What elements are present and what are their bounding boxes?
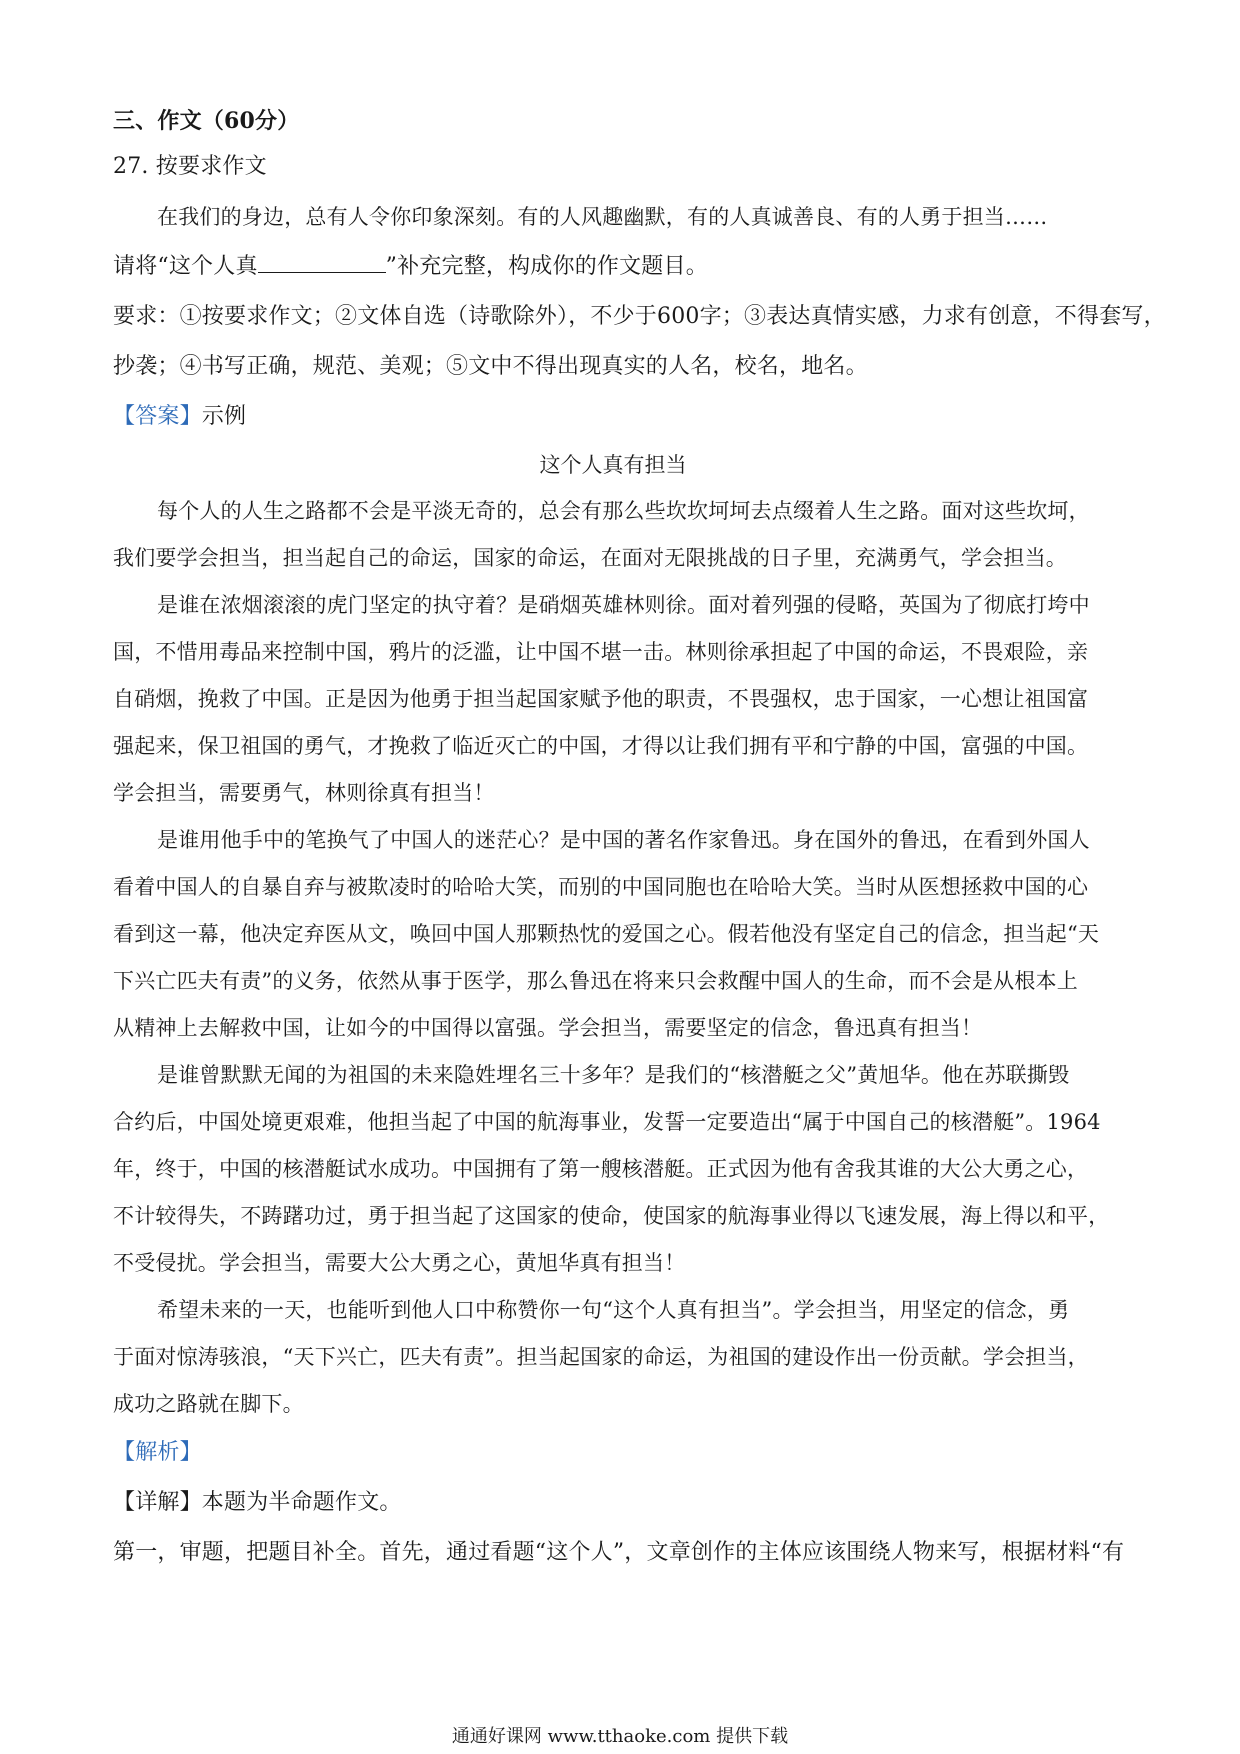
- answer-label-suffix: 示例: [201, 404, 247, 429]
- section-heading: 三、作文（60分）: [113, 108, 300, 134]
- essay-line: 学会担当，需要勇气，林则徐真有担当！: [113, 781, 495, 805]
- essay-line: 是谁用他手中的笔换气了中国人的迷茫心？是中国的著名作家鲁迅。身在国外的鲁迅，在看到外国人: [157, 828, 1090, 852]
- essay-line: 自硝烟，挽救了中国。正是因为他勇于担当起国家赋予他的职责，不畏强权，忠于国家，一心想让祖国富: [113, 687, 1089, 711]
- analysis-detail-line: 【详解】本题为半命题作文。: [113, 1490, 402, 1515]
- essay-line: 从精神上去解救中国，让如今的中国得以富强。学会担当，需要坚定的信念，鲁迅真有担当！: [113, 1016, 983, 1040]
- essay-line: 看着中国人的自暴自弃与被欺凌时的哈哈大笑，而别的中国同胞也在哈哈大笑。当时从医想拯救中国的心: [113, 875, 1089, 899]
- question-title-text: 按要求作文: [155, 154, 267, 179]
- page-footer: 通通好课网 www.tthaoke.com 提供下载: [451, 1726, 789, 1747]
- question-prompt: 在我们的身边，总有人令你印象深刻。有的人风趣幽默，有的人真诚善良、有的人勇于担当……: [157, 205, 1048, 229]
- essay-paragraph: [113, 1287, 1133, 1428]
- answer-label-line: [113, 392, 1133, 442]
- essay-paragraph: [113, 817, 1133, 1052]
- answer-label: 【答案】: [113, 404, 202, 429]
- essay-line: 不受侵扰。学会担当，需要大公大勇之心，黄旭华真有担当！: [113, 1251, 686, 1275]
- essay-body: [113, 488, 1133, 1428]
- requirements-line-2: 抄袭；④书写正确，规范、美观；⑤文中不得出现真实的人名，校名，地名。: [113, 354, 868, 379]
- requirements-line-1: 要求：①按要求作文；②文体自选（诗歌除外），不少于600字；③表达真情实感，力求有创意，不得套写，: [113, 304, 1166, 329]
- analysis-line-1: 第一，审题，把题目补全。首先，通过看题“这个人”，文章创作的主体应该围绕人物来写，根据材料“有: [113, 1540, 1125, 1565]
- essay-paragraph: [113, 1052, 1133, 1287]
- essay-line: 成功之路就在脚下。: [113, 1392, 304, 1416]
- essay-line: 强起来，保卫祖国的勇气，才挽救了临近灭亡的中国，才得以让我们拥有平和宁静的中国，富强的中国。: [113, 734, 1089, 758]
- question-number: 27.: [113, 154, 149, 179]
- fill-after-text: ”补充完整，构成你的作文题目。: [385, 254, 708, 279]
- essay-line: 于面对惊涛骇浪，“天下兴亡，匹夫有责”。担当起国家的命运，为祖国的建设作出一份贡献。学会担当，: [113, 1345, 1089, 1369]
- essay-paragraph: [113, 488, 1133, 582]
- essay-paragraph: [113, 582, 1133, 817]
- essay-line: 不计较得失，不踌躇功过，勇于担当起了这国家的使命，使国家的航海事业得以飞速发展，海上得以和平，: [113, 1204, 1110, 1228]
- analysis-label: 【解析】: [113, 1440, 202, 1465]
- essay-line: 是谁在浓烟滚滚的虎门坚定的执守着？是硝烟英雄林则徐。面对着列强的侵略，英国为了彻底打垮中: [157, 593, 1090, 617]
- essay-line: 希望未来的一天，也能听到他人口中称赞你一句“这个人真有担当”。学会担当，用坚定的信念，勇: [157, 1298, 1070, 1322]
- essay-line: 是谁曾默默无闻的为祖国的未来隐姓埋名三十多年？是我们的“核潜艇之父”黄旭华。他在苏联撕毁: [157, 1063, 1070, 1087]
- essay-line: 国，不惜用毒品来控制中国，鸦片的泛滥，让中国不堪一击。林则徐承担起了中国的命运，不畏艰险，亲: [113, 640, 1089, 664]
- essay-line: 年，终于，中国的核潜艇试水成功。中国拥有了第一艘核潜艇。正式因为他有舍我其谁的大公大勇之心，: [113, 1157, 1089, 1181]
- fill-before-text: 请将“这个人真: [113, 254, 258, 279]
- essay-line: 看到这一幕，他决定弃医从文，唤回中国人那颗热忱的爱国之心。假若他没有坚定自己的信念，担当起“天: [113, 922, 1100, 946]
- essay-line: 下兴亡匹夫有责”的义务，依然从事于医学，那么鲁迅在将来只会救醒中国人的生命，而不会是从根本上: [113, 969, 1078, 993]
- essay-line: 合约后，中国处境更艰难，他担当起了中国的航海事业，发誓一定要造出“属于中国自己的核潜艇”。1964: [113, 1110, 1101, 1134]
- analysis-label-line: [113, 1428, 1133, 1478]
- essay-line: 我们要学会担当，担当起自己的命运，国家的命运，在面对无限挑战的日子里，充满勇气，学会担当。: [113, 546, 1067, 570]
- essay-line: 每个人的人生之路都不会是平淡无奇的，总会有那么些坎坎坷坷去点缀着人生之路。面对这些坎坷，: [157, 499, 1090, 523]
- document-body: [113, 100, 1166, 1578]
- fill-blank: [258, 250, 386, 273]
- fill-in-instruction: [113, 242, 1133, 292]
- essay-title: 这个人真有担当: [539, 453, 687, 477]
- question-title: [113, 142, 1133, 192]
